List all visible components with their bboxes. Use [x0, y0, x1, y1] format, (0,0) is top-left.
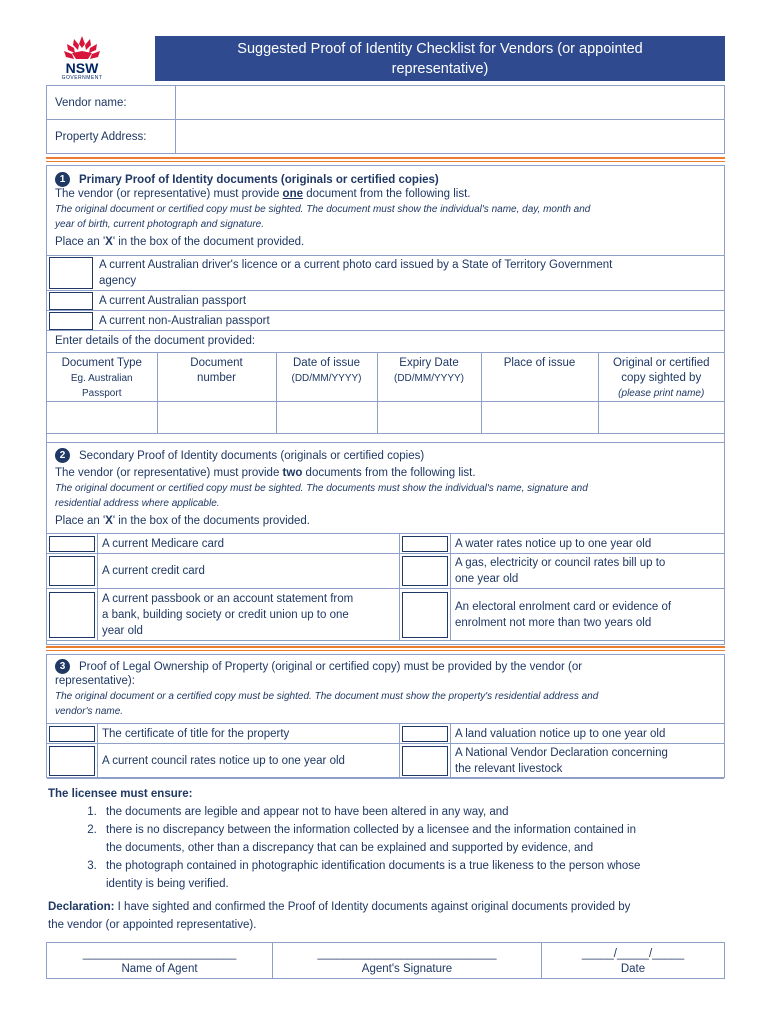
text: agency: [99, 275, 137, 287]
declaration: [48, 898, 728, 934]
property-address-label: Property Address:: [47, 120, 176, 154]
text: 1. the documents are legible and appear not to have been altered in any way, and: [106, 806, 509, 818]
text: 2. there is no discrepancy between the information collected by a licensee and the information contained in: [106, 824, 636, 836]
text: _____/_____/_____: [581, 947, 685, 960]
checklist-label: A land valuation notice up to one year old: [451, 724, 725, 744]
checkbox-cell: [400, 744, 451, 779]
section3-note: The original document or a certified copy must be sighted. The document must show the property's residential address and: [55, 691, 599, 702]
section2-note: residential address where applicable.: [55, 498, 220, 509]
checklist-row: [47, 534, 724, 554]
list-item: [100, 821, 728, 857]
text: The vendor (or representative) must provide: [55, 467, 283, 479]
checklist-row: [47, 724, 724, 744]
page-title: [155, 36, 725, 81]
requirements-list: [100, 803, 728, 893]
checkbox-cell: [400, 724, 451, 744]
date-field[interactable]: [542, 943, 725, 979]
text: Place of issue: [503, 357, 576, 369]
checklist-label: [98, 589, 400, 641]
checkbox-cell: [47, 311, 95, 331]
primary-checklist: [47, 255, 724, 331]
certificate-of-title-checkbox[interactable]: [49, 726, 95, 742]
col-document-number: [157, 353, 276, 402]
text: Eg. Australian: [70, 373, 133, 384]
checklist-row: [47, 311, 724, 331]
council-rates-checkbox[interactable]: [49, 746, 95, 776]
col-expiry-date: [377, 353, 481, 402]
text: The vendor (or representative) must provide: [55, 188, 283, 200]
section2-heading: [55, 448, 716, 463]
signature-row: [47, 943, 725, 979]
section1-instruction: [55, 187, 716, 202]
checklist-label: A current Australian passport: [95, 291, 724, 311]
checkbox-cell: [47, 554, 98, 589]
electoral-card-checkbox[interactable]: [402, 592, 448, 638]
checkbox-cell: [47, 534, 98, 554]
document-number-cell[interactable]: [157, 402, 276, 434]
licensee-requirements: [48, 785, 728, 893]
vendor-name-label: Vendor name:: [47, 86, 176, 120]
secondary-checklist: [47, 533, 724, 641]
text: ________________________: [82, 947, 237, 960]
section3-heading-text: Proof of Legal Ownership of Property (original or certified copy) must be provided by the vendor (or: [79, 660, 583, 673]
text: the documents, other than a discrepancy that can be explained and supported by evidence, and: [106, 842, 594, 854]
section2-heading-text: Secondary Proof of Identity documents (originals or certified copies): [79, 449, 425, 462]
declaration-text: I have sighted and confirmed the Proof of Identity documents against original documents provided by: [114, 901, 631, 913]
logo-text: NSW: [65, 60, 99, 76]
text: number: [197, 372, 236, 384]
title-line: representative): [391, 61, 489, 77]
section3-heading: [55, 659, 716, 674]
foreign-passport-checkbox[interactable]: [49, 312, 93, 330]
waratah-icon: [52, 34, 112, 62]
date-of-issue-cell[interactable]: [276, 402, 377, 434]
text: Original or certified: [612, 357, 710, 369]
col-sighted-by: [598, 353, 724, 402]
text: ' in the box of the document provided.: [112, 236, 305, 248]
section-number-badge: 1: [55, 172, 70, 187]
text: A National Vendor Declaration concerning: [455, 747, 668, 759]
medicare-card-checkbox[interactable]: [49, 536, 95, 552]
section3-note: vendor's name.: [55, 706, 124, 717]
checkbox-cell: [400, 589, 451, 641]
title-line: Suggested Proof of Identity Checklist for Vendors (or appointed: [237, 41, 643, 57]
nsw-logo: [52, 34, 122, 82]
section2-instruction: [55, 466, 716, 481]
emphasis: X: [105, 515, 113, 527]
text: ' in the box of the documents provided.: [112, 515, 311, 527]
section2-place-x: [55, 514, 716, 529]
bank-statement-checkbox[interactable]: [49, 592, 95, 638]
text: (please print name): [618, 388, 705, 399]
text: 3. the photograph contained in photographic identification documents is a true likeness to the person whose: [106, 860, 641, 872]
checklist-label: [95, 256, 724, 291]
checklist-row: [47, 256, 724, 291]
col-document-type: [47, 353, 157, 402]
checklist-row: [47, 291, 724, 311]
vendor-declaration-checkbox[interactable]: [402, 746, 448, 776]
text: Date of issue: [292, 357, 361, 369]
declaration-text: the vendor (or appointed representative).: [48, 919, 257, 931]
text: Document: [190, 357, 243, 369]
land-valuation-checkbox[interactable]: [402, 726, 448, 742]
ownership-checklist: [47, 723, 724, 779]
checklist-row: [47, 589, 724, 641]
emphasis: X: [105, 236, 113, 248]
checkbox-cell: [47, 589, 98, 641]
list-item: [100, 857, 728, 893]
emphasis: one: [282, 188, 303, 200]
australian-passport-checkbox[interactable]: [49, 292, 93, 310]
place-of-issue-cell[interactable]: [481, 402, 598, 434]
checkbox-cell: [47, 724, 98, 744]
text: the relevant livestock: [455, 763, 563, 775]
text: (DD/MM/YYYY): [291, 373, 362, 384]
checklist-label: A water rates notice up to one year old: [451, 534, 725, 554]
text: ____________________________: [317, 947, 497, 960]
signature-table: [46, 942, 725, 979]
checkbox-cell: [47, 256, 95, 291]
vendor-name-field[interactable]: [176, 86, 725, 120]
agent-signature-field[interactable]: [273, 943, 542, 979]
checklist-label: A current Medicare card: [98, 534, 400, 554]
checklist-row: [47, 744, 724, 779]
utility-bill-checkbox[interactable]: [402, 556, 448, 586]
text: one year old: [455, 573, 519, 585]
text: copy sighted by: [621, 372, 702, 384]
section1-heading-text: Primary Proof of Identity documents (originals or certified copies): [79, 173, 439, 186]
orange-divider: [46, 646, 725, 648]
text: a bank, building society or credit union up to one: [102, 608, 349, 621]
sighted-by-cell[interactable]: [598, 402, 724, 434]
requirements-heading: The licensee must ensure:: [48, 788, 193, 800]
text: enrolment not more than two years old: [455, 616, 652, 629]
document-type-cell[interactable]: [47, 402, 157, 434]
declaration-label: Declaration:: [48, 901, 115, 913]
text: (DD/MM/YYYY): [394, 373, 464, 384]
date-label: Date: [620, 962, 646, 975]
checkbox-cell: [47, 291, 95, 311]
section-primary-id: [46, 165, 725, 443]
credit-card-checkbox[interactable]: [49, 556, 95, 586]
checkbox-cell: [400, 554, 451, 589]
text: Place an ': [55, 236, 106, 248]
text: A current passbook or an account statement from: [102, 592, 354, 605]
section-number-badge: 2: [55, 448, 70, 463]
section1-heading: [55, 172, 716, 187]
drivers-licence-checkbox[interactable]: [49, 257, 93, 289]
text: An electoral enrolment card or evidence of: [455, 600, 672, 613]
orange-divider: [46, 161, 725, 162]
checklist-label: The certificate of title for the property: [98, 724, 400, 744]
checklist-label: A current credit card: [98, 554, 400, 589]
orange-divider: [46, 157, 725, 159]
text: Passport: [82, 388, 122, 399]
text: A gas, electricity or council rates bill up to: [455, 557, 666, 569]
checklist-label: [451, 589, 725, 641]
checkbox-cell: [400, 534, 451, 554]
document-details-table: [47, 352, 724, 434]
section2-note: The original document or certified copy must be sighted. The documents must show the individual's name, signature and: [55, 483, 588, 494]
expiry-date-cell[interactable]: [377, 402, 481, 434]
col-place-of-issue: [481, 353, 598, 402]
agent-name-label: Name of Agent: [121, 962, 198, 975]
text: A current Australian driver's licence or a current photo card issued by a State of Territory Government: [99, 259, 613, 271]
section-secondary-id: [46, 443, 725, 645]
checkbox-cell: [47, 744, 98, 779]
section1-place-x: [55, 235, 716, 250]
table-header-row: [47, 353, 724, 402]
text: documents from the following list.: [302, 467, 476, 479]
text: Document Type: [61, 357, 142, 369]
checklist-row: [47, 554, 724, 589]
logo-subtext: GOVERNMENT: [61, 75, 103, 81]
text: Place an ': [55, 515, 106, 527]
checklist-label: A current non-Australian passport: [95, 311, 724, 331]
checklist-label: [451, 744, 725, 779]
text: document from the following list.: [303, 188, 471, 200]
emphasis: two: [282, 467, 303, 479]
text: year old: [102, 624, 143, 637]
text: identity is being verified.: [106, 878, 229, 890]
section1-note: The original document or certified copy must be sighted. The document must show the individual's name, day, month and: [55, 204, 591, 215]
section-ownership: [46, 654, 725, 778]
table-row: [47, 402, 724, 434]
enter-details-label: Enter details of the document provided:: [55, 335, 256, 347]
water-rates-checkbox[interactable]: [402, 536, 448, 552]
property-address-field[interactable]: [176, 120, 725, 154]
list-item: [100, 803, 728, 821]
col-date-of-issue: [276, 353, 377, 402]
vendor-details-table: [46, 85, 725, 154]
orange-divider: [46, 650, 725, 651]
section-number-badge: 3: [55, 659, 70, 674]
section1-note: year of birth, current photograph and signature.: [55, 219, 265, 230]
checklist-label: A current council rates notice up to one year old: [98, 744, 400, 779]
section3-heading-text: representative):: [55, 675, 135, 687]
agent-signature-label: Agent's Signature: [361, 962, 453, 975]
checklist-label: [451, 554, 725, 589]
text: Expiry Date: [399, 357, 459, 369]
agent-name-field[interactable]: [47, 943, 273, 979]
